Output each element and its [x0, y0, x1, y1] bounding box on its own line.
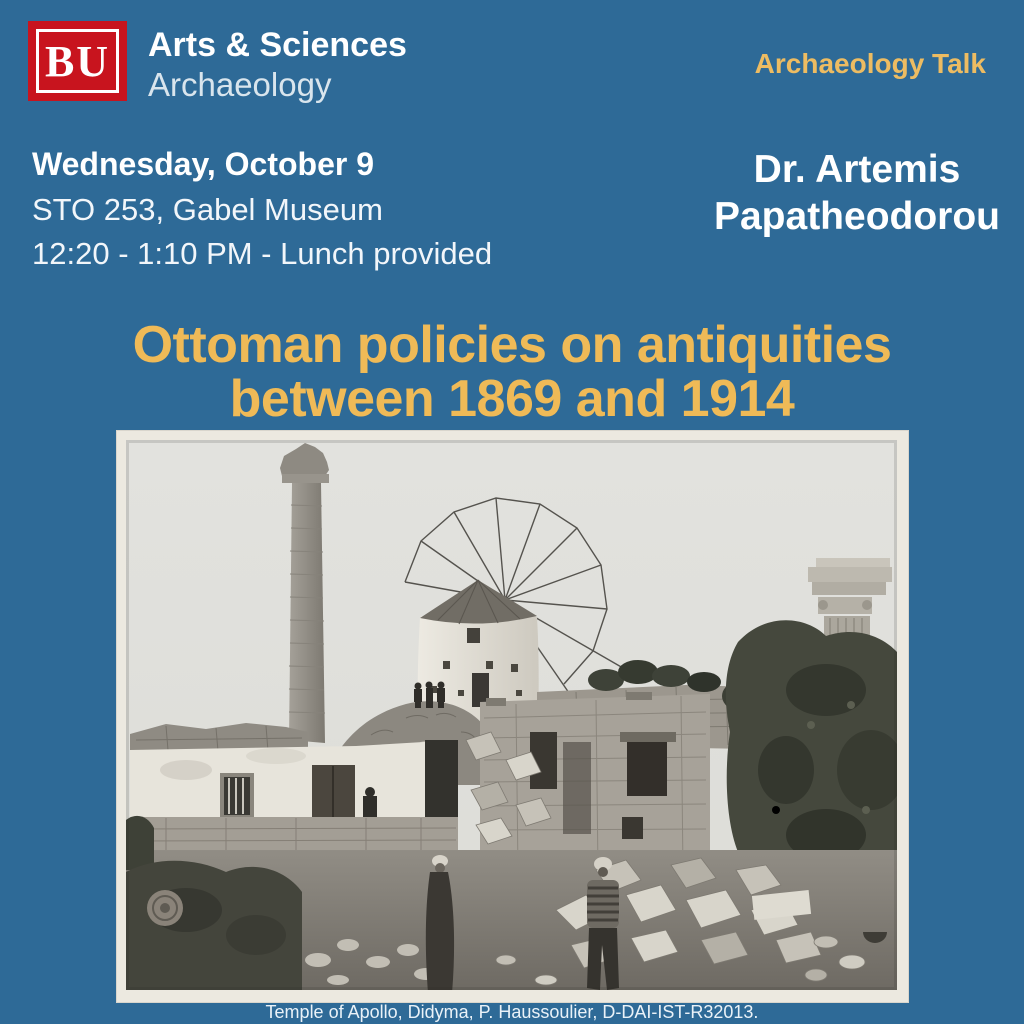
speaker-name-line2: Papatheodorou	[713, 195, 1000, 238]
event-location: STO 253, Gabel Museum	[32, 192, 383, 227]
speaker-name	[698, 146, 1016, 240]
talk-title	[0, 318, 1024, 426]
ruined-building	[480, 692, 710, 872]
small-figures	[414, 682, 445, 709]
talk-title-line1: Ottoman policies on antiquities	[132, 316, 892, 374]
event-details	[32, 141, 492, 276]
school-name: Arts & Sciences	[148, 26, 407, 64]
bu-logo-border	[36, 29, 119, 93]
event-date: Wednesday, October 9	[32, 146, 375, 182]
event-photo-illustration	[126, 440, 897, 990]
department-name: Archaeology	[148, 66, 332, 103]
event-photo-frame	[116, 430, 909, 1003]
bu-logo-text: BU	[44, 37, 111, 86]
event-time: 12:20 - 1:10 PM - Lunch provided	[32, 236, 493, 271]
talk-title-line2: between 1869 and 1914	[229, 370, 795, 428]
speaker-name-line1: Dr. Artemis	[753, 148, 961, 191]
bu-logo	[28, 21, 127, 101]
event-tag: Archaeology Talk	[754, 48, 986, 79]
photo-caption: Temple of Apollo, Didyma, P. Haussoulier, D-DAI-IST-R32013.	[265, 1002, 759, 1022]
foliage-right	[722, 620, 897, 877]
